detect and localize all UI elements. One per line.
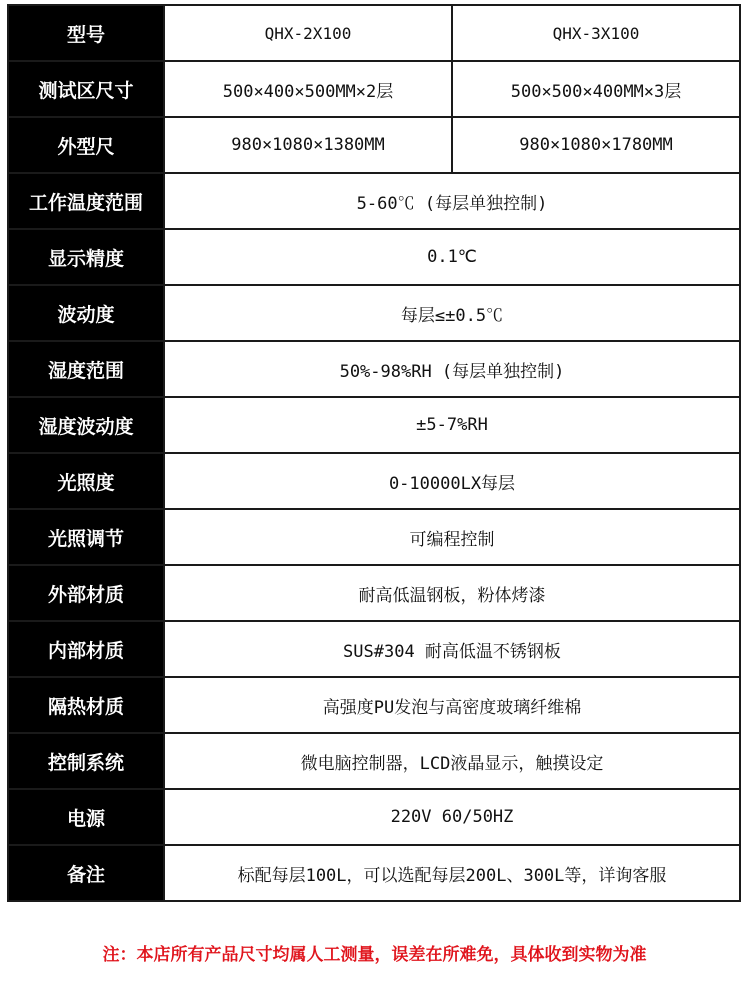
row-value: 0.1℃ [164, 229, 740, 285]
table-row [8, 789, 740, 845]
table-row [8, 845, 740, 901]
row-value: 0-10000LX每层 [164, 453, 740, 509]
row-label: 电源 [8, 789, 164, 845]
table-row [8, 453, 740, 509]
row-value: ±5-7%RH [164, 397, 740, 453]
row-label: 光照度 [8, 453, 164, 509]
row-value: 每层≤±0.5℃ [164, 285, 740, 341]
table-row-test-area-size [8, 61, 740, 117]
table-row [8, 341, 740, 397]
model-value-1: QHX-2X100 [164, 5, 452, 61]
table-row [8, 565, 740, 621]
row-label: 外部材质 [8, 565, 164, 621]
row-value: 220V 60/50HZ [164, 789, 740, 845]
table-row [8, 397, 740, 453]
outer-size-value-2: 980×1080×1780MM [452, 117, 740, 173]
row-label: 隔热材质 [8, 677, 164, 733]
table-row [8, 677, 740, 733]
model-value-2: QHX-3X100 [452, 5, 740, 61]
row-label: 控制系统 [8, 733, 164, 789]
row-label: 工作温度范围 [8, 173, 164, 229]
table-row [8, 173, 740, 229]
table-row [8, 733, 740, 789]
footer-note: 注：本店所有产品尺寸均属人工测量，误差在所难免，具体收到实物为准 [102, 945, 647, 965]
table-row [8, 509, 740, 565]
row-value: 5-60℃ (每层单独控制) [164, 173, 740, 229]
row-label: 湿度波动度 [8, 397, 164, 453]
row-value: 高强度PU发泡与高密度玻璃纤维棉 [164, 677, 740, 733]
row-value: SUS#304 耐高低温不锈钢板 [164, 621, 740, 677]
table-row-outer-size [8, 117, 740, 173]
table-row [8, 229, 740, 285]
row-value: 可编程控制 [164, 509, 740, 565]
row-label: 测试区尺寸 [8, 61, 164, 117]
outer-size-value-1: 980×1080×1380MM [164, 117, 452, 173]
test-area-size-value-2: 500×500×400MM×3层 [452, 61, 740, 117]
row-label: 型号 [8, 5, 164, 61]
row-label: 湿度范围 [8, 341, 164, 397]
row-label: 光照调节 [8, 509, 164, 565]
table-row [8, 621, 740, 677]
row-label: 备注 [8, 845, 164, 901]
table-row-model [8, 5, 740, 61]
row-label: 外型尺 [8, 117, 164, 173]
row-value: 标配每层100L，可以选配每层200L、300L等，详询客服 [164, 845, 740, 901]
row-label: 内部材质 [8, 621, 164, 677]
row-label: 显示精度 [8, 229, 164, 285]
row-value: 耐高低温钢板，粉体烤漆 [164, 565, 740, 621]
row-value: 50%-98%RH (每层单独控制) [164, 341, 740, 397]
test-area-size-value-1: 500×400×500MM×2层 [164, 61, 452, 117]
table-row [8, 285, 740, 341]
spec-table [7, 4, 741, 902]
row-value: 微电脑控制器，LCD液晶显示，触摸设定 [164, 733, 740, 789]
row-label: 波动度 [8, 285, 164, 341]
